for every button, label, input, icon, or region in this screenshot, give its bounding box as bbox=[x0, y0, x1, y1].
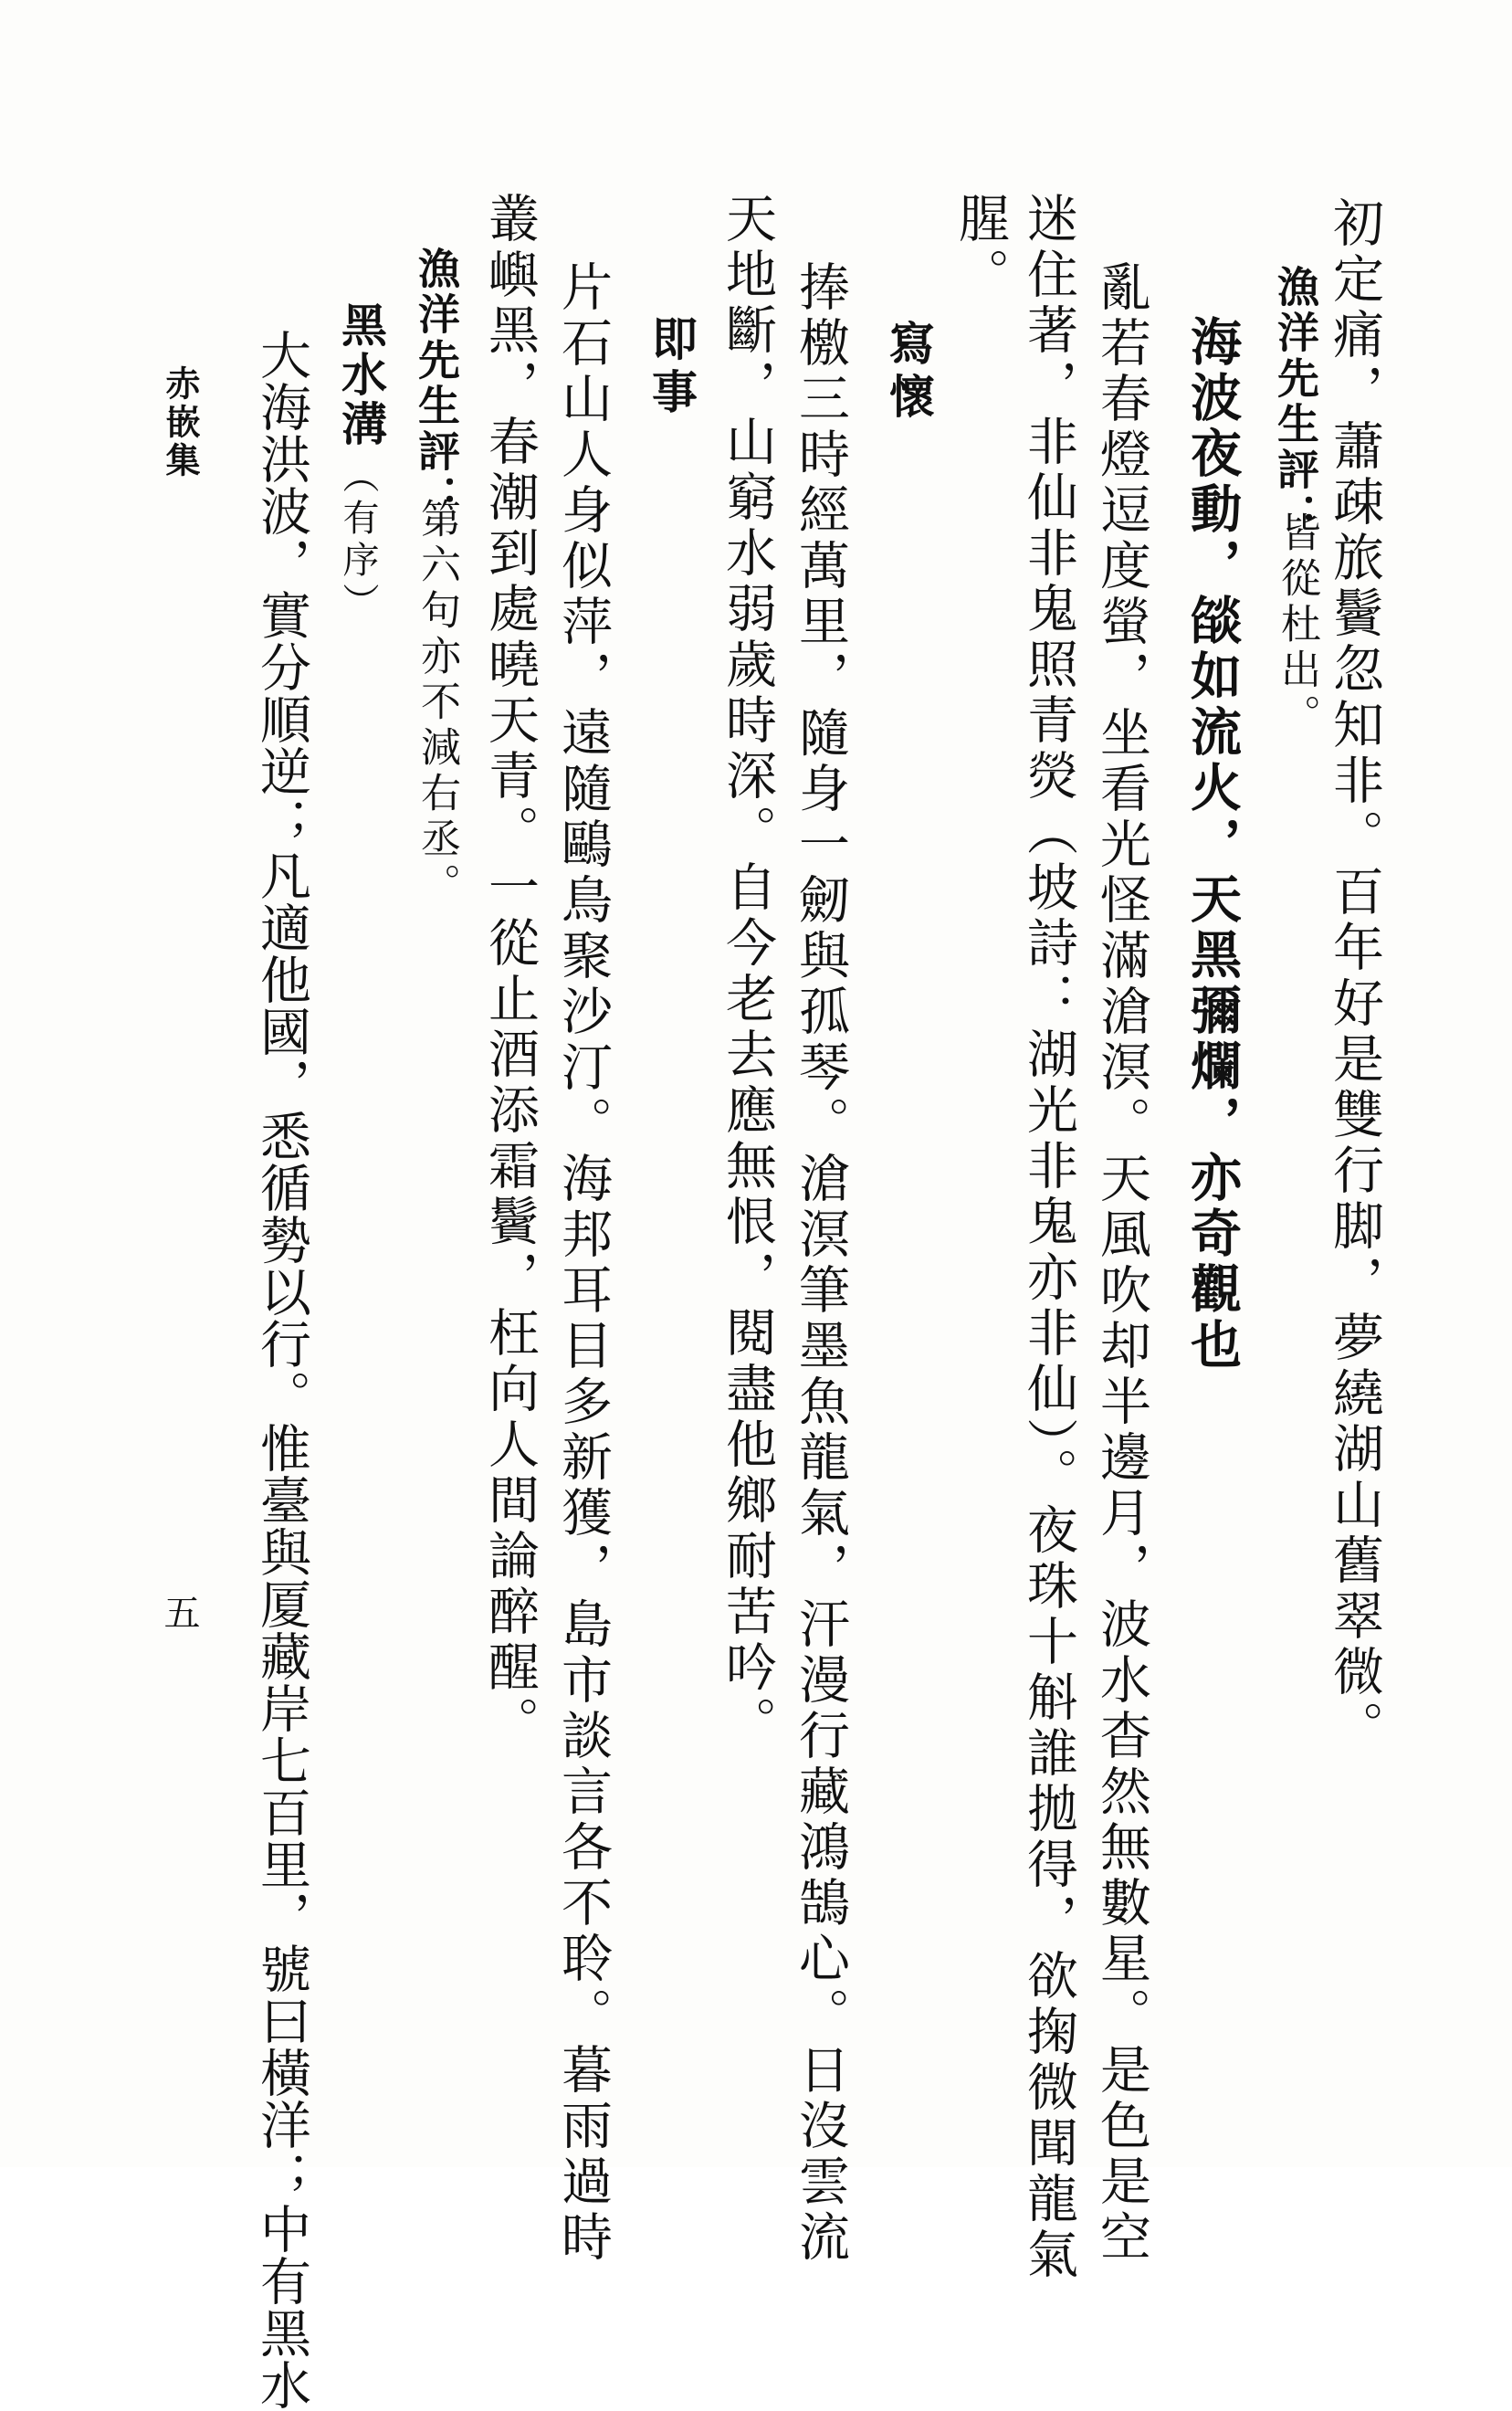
poem-subtitle: （有序） bbox=[337, 457, 379, 625]
comment-label: 漁洋先生評： bbox=[412, 247, 461, 521]
poem-line: 天地斷，山窮水弱歲時深。自今老去應無恨，閱盡他鄉耐苦吟。 bbox=[718, 192, 777, 1752]
poem-line: 腥。 bbox=[950, 192, 1010, 303]
poem-line: 片石山人身似萍，遠隨鷗鳥聚沙汀。海邦耳目多新獲，島市談言各不聆。暮雨過時 bbox=[553, 260, 613, 2266]
comment-label: 漁洋先生評： bbox=[1271, 265, 1320, 539]
poem-line: 捧檄三時經萬里，隨身一劒與孤琴。滄溟筆墨魚龍氣，汗漫行藏鴻鵠心。日沒雲流 bbox=[791, 260, 850, 2266]
poem-title: 即事 bbox=[645, 315, 698, 421]
comment-text: 第六句亦不減右丞。 bbox=[414, 498, 460, 909]
poem-line: 叢嶼黑，春潮到處曉天青。一從止酒添霜鬢，枉向人間論醉醒。 bbox=[480, 192, 540, 1752]
poem-line: 迷住著，非仙非鬼照青熒（坡詩：湖光非鬼亦非仙）。夜珠十斛誰拋得，欲掬微聞龍氣 bbox=[1019, 192, 1078, 2283]
preface-line: 大海洪波，實分順逆；凡適他國，悉循勢以行。惟臺與厦藏岸七百里，號曰橫洋；中有黑水 bbox=[252, 329, 311, 2411]
poem-line: 初定痛，蕭疎旅鬢忽知非。百年好是雙行脚，夢繞湖山舊翠微。 bbox=[1325, 196, 1384, 1756]
poem-title: 黑水溝 bbox=[334, 301, 388, 449]
page-number: 五 bbox=[158, 1594, 200, 1634]
poem-title: 寫懷 bbox=[882, 320, 936, 426]
poem-title: 海波夜動，燄如流火，天黑彌爛，亦奇觀也 bbox=[1182, 315, 1243, 1374]
poem-line: 亂若春燈逗度螢，坐看光怪滿滄溟。天風吹却半邊月，波水杳然無數星。是色是空 bbox=[1092, 260, 1151, 2266]
book-title: 赤嵌集 bbox=[160, 365, 201, 480]
comment-text: 皆從杜出。 bbox=[1274, 511, 1320, 740]
